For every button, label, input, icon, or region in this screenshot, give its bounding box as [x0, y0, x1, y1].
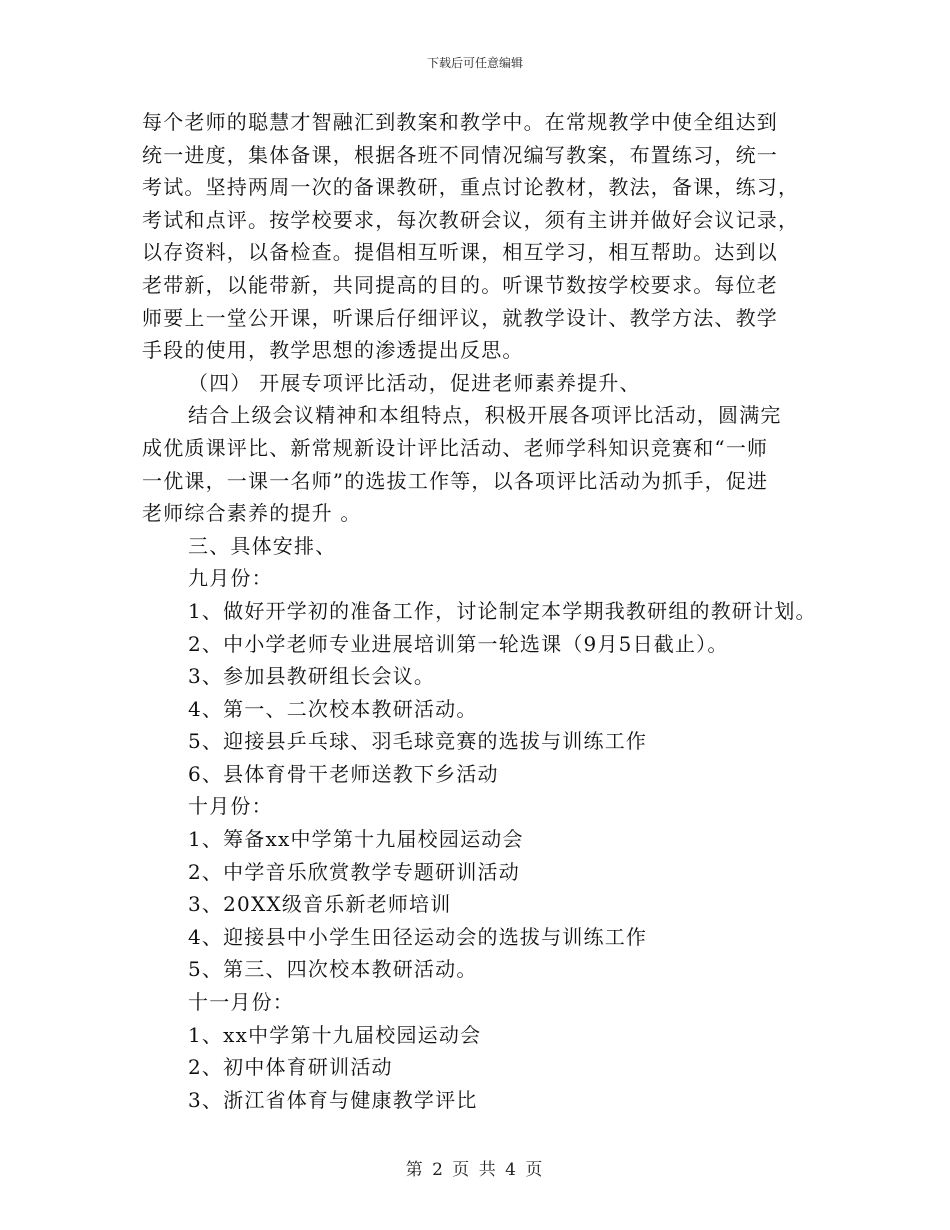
- text-line: 1、xx中学第十九届校园运动会: [188, 1022, 482, 1047]
- text-line: 2、中小学老师专业进展培训第一轮选课（9月5日截止）。: [188, 631, 729, 656]
- text-line: 5、迎接县乒乓球、羽毛球竞赛的选拔与训练工作: [188, 729, 648, 754]
- text-line: 师要上一堂公开课，听课后仔细评议，就教学设计、教学方法、教学: [142, 305, 778, 330]
- text-line: 考试。坚持两周一次的备课教研，重点讨论教材，教法，备课，练习，: [142, 175, 800, 200]
- text-line: 九月份：: [188, 566, 273, 591]
- document-body: [142, 106, 822, 1116]
- text-line: 1、做好开学初的准备工作，讨论制定本学期我教研组的教研计划。: [188, 598, 817, 623]
- text-line: 6、县体育骨干老师送教下乡活动: [188, 761, 499, 786]
- text-line: 一优课，一课一名师”的选拔工作等，以各项评比活动为抓手，促进: [142, 468, 769, 493]
- text-line: 手段的使用，教学思想的渗透提出反思。: [142, 338, 524, 363]
- text-line: 三、具体安排、: [188, 533, 337, 558]
- page-header: 下载后可任意编辑: [426, 56, 523, 70]
- text-line: 5、第三、四次校本教研活动。: [188, 957, 478, 982]
- text-line: 十一月份：: [188, 990, 294, 1015]
- text-line: （四） 开展专项评比活动，促进老师素养提升、: [188, 370, 641, 395]
- page-footer: 第 2 页 共 4 页: [405, 1160, 545, 1180]
- text-line: 2、中学音乐欣赏教学专题研训活动: [188, 859, 520, 884]
- text-line: 以存资料，以备检查。提倡相互听课，相互学习，相互帮助。达到以: [142, 240, 778, 265]
- text-line: 每个老师的聪慧才智融汇到教案和教学中。在常规教学中使全组达到: [142, 110, 778, 134]
- text-line: 考试和点评。按学校要求，每次教研会议，须有主讲并做好会议记录，: [142, 207, 800, 232]
- text-line: 4、迎接县中小学生田径运动会的选拔与训练工作: [188, 924, 648, 949]
- text-line: 统一进度，集体备课，根据各班不同情况编写教案，布置练习，统一: [142, 142, 778, 167]
- text-line: 成优质课评比、新常规新设计评比活动、老师学科知识竞赛和“一师: [142, 435, 769, 460]
- text-line: 老带新，以能带新，共同提高的目的。听课节数按学校要求。每位老: [142, 272, 778, 297]
- text-line: 3、参加县教研组长会议。: [188, 664, 436, 689]
- text-line: 结合上级会议精神和本组特点，积极开展各项评比活动，圆满完: [188, 403, 782, 428]
- text-line: 十月份：: [188, 794, 273, 819]
- text-line: 2、初中体育研训活动: [188, 1055, 393, 1080]
- text-line: 1、筹备xx中学第十九届校园运动会: [188, 827, 524, 852]
- text-line: 老师综合素养的提升 。: [142, 501, 362, 526]
- text-line: 3、20XX级音乐新老师培训: [188, 892, 452, 917]
- text-line: 4、第一、二次校本教研活动。: [188, 696, 478, 721]
- text-line: 3、浙江省体育与健康教学评比: [188, 1087, 478, 1112]
